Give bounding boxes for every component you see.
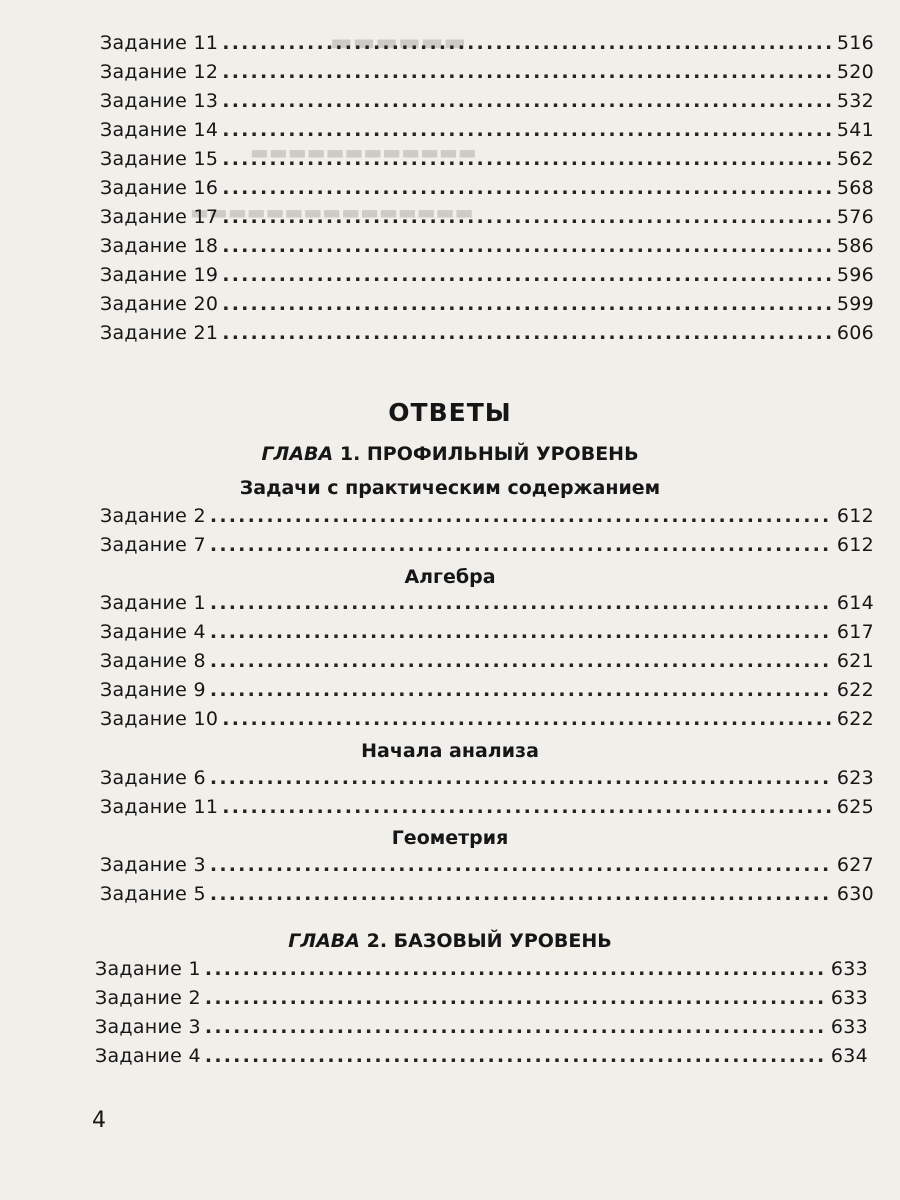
- toc-entry-page: 532: [836, 90, 874, 112]
- toc-entry-label: Задание 13: [100, 90, 219, 112]
- toc-entry: [100, 621, 874, 650]
- toc-entry: [100, 534, 874, 563]
- toc-leader-dots: [222, 32, 833, 54]
- toc-entry: [95, 1045, 868, 1074]
- toc-leader-dots: [210, 767, 833, 789]
- toc-entry-label: Задание 1: [95, 958, 201, 980]
- toc-leader-dots: [210, 883, 833, 905]
- toc-entry-label: Задание 6: [100, 767, 206, 789]
- toc-entry-label: Задание 3: [100, 854, 206, 876]
- toc-entry-page: 612: [836, 505, 874, 527]
- toc-leader-dots: [222, 148, 833, 170]
- toc-entry-page: 633: [830, 1016, 868, 1038]
- toc-entry: [100, 505, 874, 534]
- toc-entry-label: Задание 15: [100, 148, 219, 170]
- toc-leader-dots: [222, 293, 833, 315]
- toc-entry: [100, 293, 874, 322]
- toc-entry-label: Задание 9: [100, 679, 206, 701]
- section-practical-heading: Задачи с практическим содержанием: [239, 477, 661, 499]
- toc-leader-dots: [222, 90, 833, 112]
- toc-entry: [100, 854, 874, 883]
- toc-entry: [100, 90, 874, 119]
- toc-entry: [100, 32, 874, 61]
- toc-entry-label: Задание 7: [100, 534, 206, 556]
- toc-entry-page: 627: [836, 854, 874, 876]
- toc-leader-dots: [222, 206, 833, 228]
- toc-entry: [100, 206, 874, 235]
- toc-leader-dots: [222, 61, 833, 83]
- toc-entry-label: Задание 11: [100, 32, 219, 54]
- toc-leader-dots: [222, 322, 833, 344]
- toc-entry-label: Задание 5: [100, 883, 206, 905]
- toc-entry-page: 520: [836, 61, 874, 83]
- toc-entry-label: Задание 14: [100, 119, 219, 141]
- toc-entry-label: Задание 11: [100, 796, 219, 818]
- toc-entry: [95, 1016, 868, 1045]
- toc-leader-dots: [222, 708, 833, 730]
- bleed-through-decoration: ▬▬▬▬▬▬: [330, 28, 467, 56]
- toc-leader-dots: [222, 235, 833, 257]
- toc-entry: [100, 148, 874, 177]
- toc-entry: [100, 796, 874, 825]
- toc-leader-dots: [210, 505, 833, 527]
- toc-entry: [95, 958, 868, 987]
- toc-entry-page: 617: [836, 621, 874, 643]
- toc-entry-label: Задание 4: [100, 621, 206, 643]
- toc-entry-label: Задание 12: [100, 61, 219, 83]
- toc-leader-dots: [205, 1045, 827, 1067]
- toc-entry-page: 623: [836, 767, 874, 789]
- toc-entry-page: 606: [836, 322, 874, 344]
- toc-entry-page: 614: [836, 592, 874, 614]
- toc-leader-dots: [222, 796, 833, 818]
- toc-leader-dots: [205, 987, 827, 1009]
- toc-entry: [100, 650, 874, 679]
- toc-entry: [100, 119, 874, 148]
- toc-entry: [100, 592, 874, 621]
- toc-entry: [100, 322, 874, 351]
- toc-entry-page: 630: [836, 883, 874, 905]
- toc-entry-label: Задание 4: [95, 1045, 201, 1067]
- chapter-1-title: [0, 443, 900, 465]
- toc-leader-dots: [210, 854, 833, 876]
- toc-entry-page: 599: [836, 293, 874, 315]
- toc-entry-label: Задание 8: [100, 650, 206, 672]
- toc-entry-page: 562: [836, 148, 874, 170]
- chapter-prefix: ГЛАВА: [261, 443, 334, 465]
- toc-entry-label: Задание 17: [100, 206, 219, 228]
- toc-entry: [100, 883, 874, 912]
- toc-leader-dots: [210, 621, 833, 643]
- toc-entry-label: Задание 1: [100, 592, 206, 614]
- toc-entry-page: 586: [836, 235, 874, 257]
- chapter-title-text: 1. ПРОФИЛЬНЫЙ УРОВЕНЬ: [339, 443, 639, 465]
- toc-leader-dots: [205, 1016, 827, 1038]
- toc-entry-page: 596: [836, 264, 874, 286]
- answers-title: ОТВЕТЫ: [388, 398, 512, 427]
- toc-entry-page: 516: [836, 32, 874, 54]
- toc-entry-page: 541: [836, 119, 874, 141]
- toc-entry-label: Задание 20: [100, 293, 219, 315]
- toc-entry-page: 633: [830, 987, 868, 1009]
- toc-leader-dots: [222, 264, 833, 286]
- toc-entry-label: Задание 18: [100, 235, 219, 257]
- toc-entry-page: 634: [830, 1045, 868, 1067]
- toc-entry-page: 633: [830, 958, 868, 980]
- toc-leader-dots: [210, 534, 833, 556]
- toc-leader-dots: [210, 650, 833, 672]
- toc-entry-label: Задание 10: [100, 708, 219, 730]
- chapter-title-text: 2. БАЗОВЫЙ УРОВЕНЬ: [366, 930, 612, 952]
- toc-entry: [100, 235, 874, 264]
- toc-entry: [100, 264, 874, 293]
- toc-entry: [100, 679, 874, 708]
- toc-leader-dots: [222, 177, 833, 199]
- bleed-through-decoration: ▬▬▬▬▬▬▬▬▬▬▬▬▬▬▬: [190, 200, 474, 224]
- toc-entry: [100, 177, 874, 206]
- toc-entry-label: Задание 19: [100, 264, 219, 286]
- toc-entry-label: Задание 3: [95, 1016, 201, 1038]
- bleed-through-decoration: ▬▬▬▬▬▬▬▬▬▬▬▬: [250, 140, 477, 164]
- toc-entry-label: Задание 2: [100, 505, 206, 527]
- toc-entry: [100, 767, 874, 796]
- section-geometry-heading: Геометрия: [391, 827, 509, 849]
- toc-entry-page: 625: [836, 796, 874, 818]
- toc-entry-page: 576: [836, 206, 874, 228]
- toc-entry-label: Задание 16: [100, 177, 219, 199]
- page-number: 4: [92, 1108, 106, 1133]
- toc-entry-page: 621: [836, 650, 874, 672]
- toc-entry-page: 612: [836, 534, 874, 556]
- toc-entry-label: Задание 2: [95, 987, 201, 1009]
- toc-entry-page: 622: [836, 708, 874, 730]
- toc-entry-page: 568: [836, 177, 874, 199]
- section-algebra-heading: Алгебра: [404, 566, 496, 588]
- toc-entry: [100, 61, 874, 90]
- toc-entry-page: 622: [836, 679, 874, 701]
- toc-entry: [100, 708, 874, 737]
- chapter-prefix: ГЛАВА: [288, 930, 360, 952]
- toc-leader-dots: [222, 119, 833, 141]
- toc-entry-label: Задание 21: [100, 322, 219, 344]
- toc-entry: [95, 987, 868, 1016]
- toc-leader-dots: [210, 592, 833, 614]
- chapter-2-title: [0, 930, 900, 952]
- toc-leader-dots: [210, 679, 833, 701]
- section-analysis-heading: Начала анализа: [361, 740, 539, 762]
- toc-leader-dots: [205, 958, 827, 980]
